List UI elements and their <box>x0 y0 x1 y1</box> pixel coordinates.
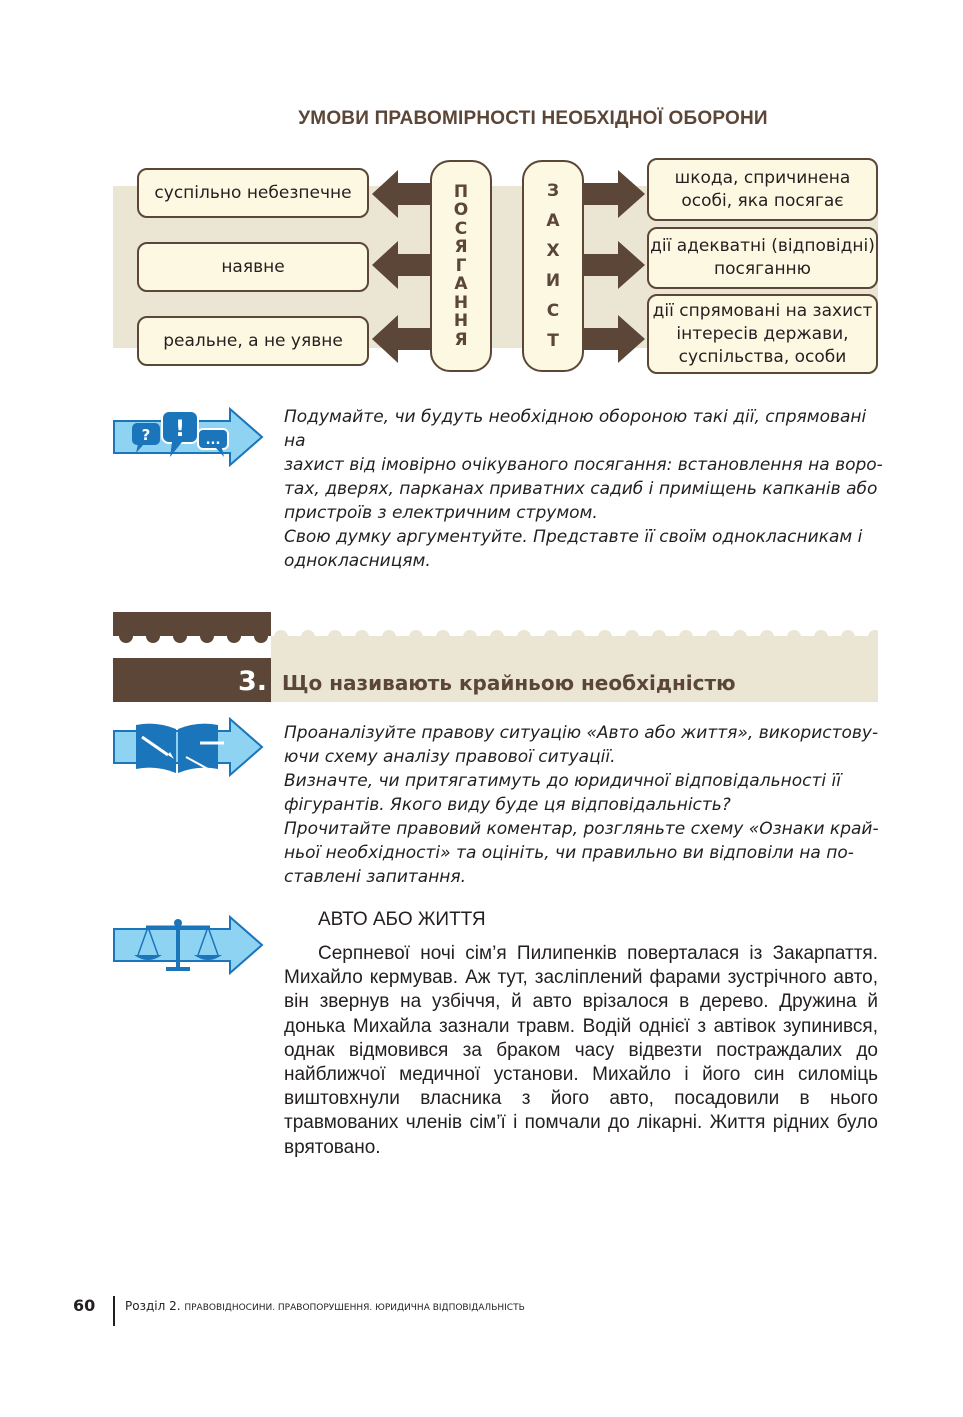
scales-arrow-icon <box>112 915 264 975</box>
arrow-right-2 <box>582 241 645 289</box>
svg-text:...: ... <box>205 433 221 448</box>
right-item-3: дії спрямовані на захист інтересів держави, суспільства, особи <box>647 294 878 374</box>
pill-zakhyst: З А Х И С Т <box>522 160 584 372</box>
story-text: Серпневої ночі сім’я Пилипенків поверталася із Закарпаття. Михайло кермував. Аж тут, засліплений фарами зустрічного авто, він звернув на узбіччя, й авто врізалося в дерево. Дружина й донька Михайла зазнали травм. Водій однієї з автівок зупинився, однак відмовився за браком часу відвезти постраждалих до найближчої медичної установи. Михайло і його син силоміць виштовхнули власника з його авто, посадовили в нього травмованих членів сім’ї і помчали до лікарні. Життя рідних було врятовано. <box>284 943 878 1158</box>
svg-text:!: ! <box>174 417 186 442</box>
left-item-1: суспільно небезпечне <box>137 168 369 218</box>
footer-section <box>125 1299 525 1313</box>
page-number: 60 <box>73 1296 96 1315</box>
analysis-text: Проаналізуйте правову ситуацію «Авто або життя», використову- ючи схему аналізу правової ситуації. Визначте, чи притягатимуть до юридичної відповідальності її фігурантів. Якого виду буде ця відповідальність? Прочитайте правовий коментар, розгляньте схему «Ознаки край- ньої необхідності» та оцініть, чи правильно ви відповіли на по- ставлені запитання. <box>284 723 879 887</box>
arrow-right-3 <box>582 315 645 363</box>
left-item-2: наявне <box>137 242 369 292</box>
right-item-1: шкода, спричинена особі, яка посягає <box>647 158 878 221</box>
right-arrows <box>582 170 645 363</box>
section-title: Що називають крайньою необхідністю <box>282 671 736 695</box>
footer-divider <box>113 1296 115 1326</box>
left-arrows <box>372 170 432 363</box>
pill-posyagannya: П О С Я Г А Н Н Я <box>430 160 492 372</box>
arrow-left-2 <box>372 241 432 289</box>
arrow-right-1 <box>582 170 645 218</box>
svg-text:?: ? <box>141 426 151 444</box>
story-title: АВТО АБО ЖИТТЯ <box>318 909 486 930</box>
section-number: 3. <box>237 666 267 697</box>
discussion-text: Подумайте, чи будуть необхідною обороною такі дії, спрямовані на захист від імовірно очікуваного посягання: встановлення на воро- тах, дверях, парканах приватних садиб і приміщень капканів або пристроїв з електричним струмом. Свою думку аргументуйте. Представте її своїм однокласникам і однокласницям. <box>284 407 883 571</box>
right-item-2: дії адекватні (відповідні) посяганню <box>647 227 878 289</box>
book-pencil-arrow-icon <box>112 717 264 777</box>
speech-bubbles-arrow-icon <box>112 407 264 467</box>
arrow-left-1 <box>372 170 432 218</box>
footer-section-label: Розділ 2. <box>125 1299 181 1313</box>
scheme-title: УМОВИ ПРАВОМІРНОСТІ НЕОБХІДНОЇ ОБОРОНИ <box>298 108 768 129</box>
footer-section-title: ПРАВОВІДНОСИНИ. ПРАВОПОРУШЕННЯ. ЮРИДИЧНА ВІДПОВІДАЛЬНІСТЬ <box>184 1303 525 1313</box>
left-item-3: реальне, а не уявне <box>137 316 369 366</box>
arrow-left-3 <box>372 315 432 363</box>
